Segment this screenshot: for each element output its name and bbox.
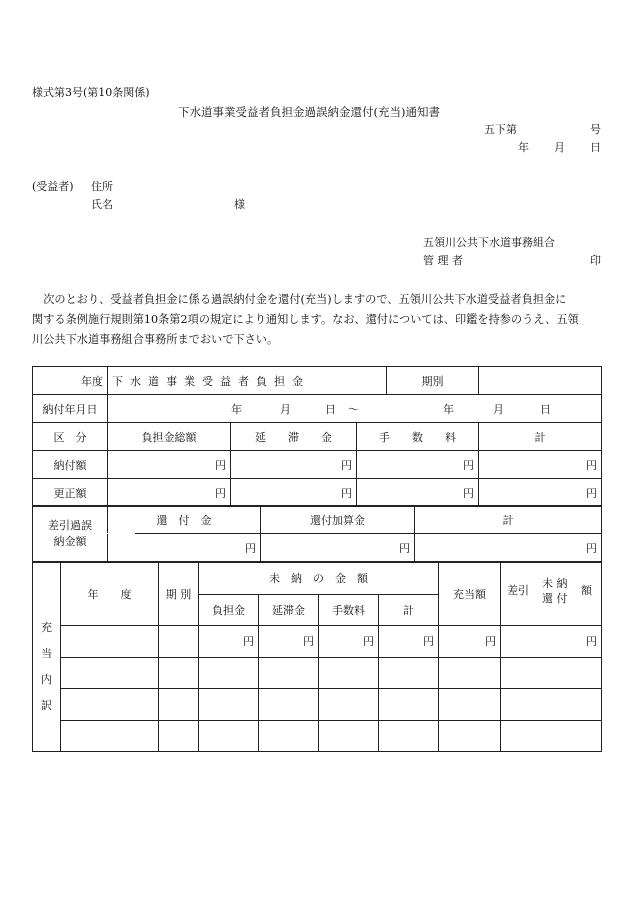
diff-label <box>33 506 108 562</box>
alloc-cell <box>199 720 259 752</box>
yen-cell: 円 <box>415 534 602 562</box>
date-range-month1: 月 <box>280 403 291 416</box>
seal-mark: 印 <box>590 254 601 267</box>
period-value <box>479 367 602 395</box>
yen-cell: 円 <box>479 479 602 507</box>
alloc-cell <box>259 657 319 689</box>
sender-manager: 管 理 者 <box>423 254 463 267</box>
allocation-table <box>32 562 602 752</box>
date-range-day2: 日 <box>540 403 551 416</box>
date-range-month2: 月 <box>493 403 504 416</box>
alloc-cell <box>61 657 159 689</box>
alloc-cell <box>319 657 379 689</box>
period-label: 期別 <box>387 367 479 395</box>
yen-cell: 円 <box>231 451 357 479</box>
refund-header: 計 <box>415 506 602 534</box>
alloc-cell <box>199 657 259 689</box>
alloc-side-char: 当 <box>41 647 52 660</box>
alloc-amount-header: 充当額 <box>439 563 501 626</box>
col-header: 負担金総額 <box>108 423 231 451</box>
row-label: 納付額 <box>33 451 108 479</box>
date-month: 月 <box>554 141 565 154</box>
category-label: 区 分 <box>33 423 108 451</box>
alloc-cell <box>61 626 159 658</box>
row-label: 更正額 <box>33 479 108 507</box>
alloc-cell <box>501 657 602 689</box>
summary-table <box>32 366 602 507</box>
refund-header: 還 付 金 <box>108 506 261 534</box>
alloc-diff-header <box>501 563 602 626</box>
year-label: 年度 <box>33 367 108 395</box>
alloc-cell <box>501 720 602 752</box>
yen-cell: 円 <box>108 534 261 562</box>
doc-number-suffix: 号 <box>590 123 601 136</box>
name-label: 氏名 <box>91 198 113 211</box>
alloc-cell <box>159 689 199 721</box>
alloc-cell <box>439 689 501 721</box>
alloc-cell <box>159 657 199 689</box>
body-paragraph <box>32 290 604 350</box>
alloc-cell <box>379 689 439 721</box>
date-range-day1: 日 <box>325 403 336 416</box>
body-line: 次のとおり、受益者負担金に係る過誤納付金を還付(充当)しますので、五領川公共下水道受益者負担金に <box>32 293 567 306</box>
yen-cell: 円 <box>108 451 231 479</box>
alloc-period-header: 期 別 <box>159 563 199 626</box>
yen-cell: 円 <box>501 626 602 658</box>
alloc-cell <box>159 720 199 752</box>
col-header: 手 数 料 <box>357 423 479 451</box>
body-line: 川公共下水道事務組合事務所までおいで下さい。 <box>32 333 279 346</box>
pay-date-range <box>108 395 602 423</box>
form-number: 様式第3号(第10条関係) <box>32 86 150 99</box>
honorific: 様 <box>234 198 245 211</box>
date-range-year1: 年 <box>231 403 242 416</box>
document-title: 下水道事業受益者負担金過誤納金還付(充当)通知書 <box>178 105 440 119</box>
date-day: 日 <box>590 141 601 154</box>
alloc-side-label <box>33 563 61 752</box>
diff-word: 差引 <box>507 584 529 597</box>
yen-cell: 円 <box>319 626 379 658</box>
recipient-label: (受益者) <box>32 180 74 193</box>
alloc-cell <box>61 720 159 752</box>
alloc-side-char: 訳 <box>41 699 52 712</box>
doc-number-prefix: 五下第 <box>484 123 517 136</box>
yen-cell: 円 <box>439 626 501 658</box>
diff-amount-word: 額 <box>581 584 592 597</box>
alloc-cell <box>379 657 439 689</box>
date-year: 年 <box>518 141 529 154</box>
charge-name: 下水道事業受益者負担金 <box>108 367 387 395</box>
alloc-cell <box>319 689 379 721</box>
yen-cell: 円 <box>357 451 479 479</box>
unpaid-col: 延滞金 <box>259 594 319 626</box>
alloc-cell <box>61 689 159 721</box>
yen-cell: 円 <box>259 626 319 658</box>
alloc-side-char: 充 <box>41 621 52 634</box>
diff-label-line: 納金額 <box>53 534 87 548</box>
diff-label-line: 差引過誤 <box>48 518 92 532</box>
alloc-cell <box>501 689 602 721</box>
alloc-cell <box>199 689 259 721</box>
refund-header: 還付加算金 <box>261 506 415 534</box>
alloc-cell <box>159 626 199 658</box>
alloc-cell <box>379 720 439 752</box>
alloc-cell <box>319 720 379 752</box>
yen-cell: 円 <box>379 626 439 658</box>
alloc-year-header: 年 度 <box>61 563 159 626</box>
alloc-unpaid-header: 未 納 の 金 額 <box>199 563 439 595</box>
address-label: 住所 <box>91 180 113 193</box>
yen-cell: 円 <box>261 534 415 562</box>
sender-org: 五領川公共下水道事務組合 <box>423 236 555 249</box>
alloc-cell <box>439 657 501 689</box>
date-range-tilde: ～ <box>348 403 359 416</box>
diff-unpaid-word: 未 納 <box>542 577 568 590</box>
alloc-cell <box>439 720 501 752</box>
date-range-year2: 年 <box>443 403 454 416</box>
alloc-cell <box>259 720 319 752</box>
divider-mask <box>107 533 135 534</box>
body-line: 関する条例施行規則第10条第2項の規定により通知します。なお、還付については、印鑑を持参のうえ、五領 <box>32 313 579 326</box>
yen-cell: 円 <box>231 479 357 507</box>
unpaid-col: 手数料 <box>319 594 379 626</box>
yen-cell: 円 <box>199 626 259 658</box>
col-header: 延 滞 金 <box>231 423 357 451</box>
alloc-side-char: 内 <box>41 673 52 686</box>
yen-cell: 円 <box>479 451 602 479</box>
col-header: 計 <box>479 423 602 451</box>
alloc-cell <box>259 689 319 721</box>
pay-date-label: 納付年月日 <box>33 395 108 423</box>
unpaid-col: 計 <box>379 594 439 626</box>
yen-cell: 円 <box>357 479 479 507</box>
yen-cell: 円 <box>108 479 231 507</box>
diff-refund-word: 還 付 <box>542 592 568 605</box>
unpaid-col: 負担金 <box>199 594 259 626</box>
